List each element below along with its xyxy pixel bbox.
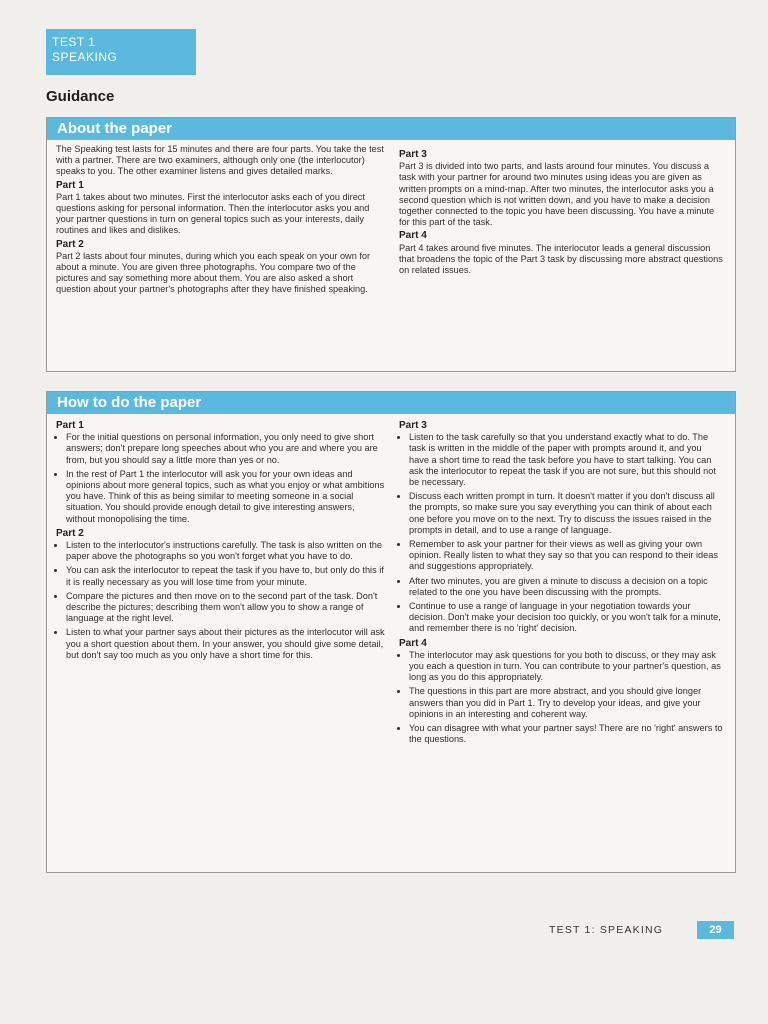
list-item: • Listen to the interlocutor's instructions carefully. The task is also written on the paper above the photographs so you won't forget what you have to do. [66,540,386,562]
about-right-column [399,144,724,278]
howto-left-column [56,418,386,664]
list-item: • For the initial questions on personal information, you only need to give short answers; don't prepare long speeches about who you are and where you are from, but you should say a little more than yes or no. [66,432,386,466]
howto-part4-heading: Part 4 [399,637,427,649]
howto-part3-heading: Part 3 [399,420,427,431]
list-item: • You can ask the interlocutor to repeat the task if you have to, but only do this if it is really necessary as you will lose time from your minute. [66,565,386,587]
howto-part1-heading: Part 1 [56,420,84,431]
howto-part1-list [56,432,386,525]
footer-label: TEST 1: SPEAKING [549,924,664,936]
about-part2-text: Part 2 lasts about four minutes, during which you each speak on your own for about a minute. You are given three photographs. You compare two of the pictures and say something more about them. You are also asked a short question about your partner's photographs after they have finished speaking. [56,250,371,295]
list-item: • Remember to ask your partner for their views as well as giving your own opinion. Really listen to what they say so that you can respond to their ideas and suggestions appropriately. [409,539,724,573]
list-item: • You can disagree with what your partner says! There are no 'right' answers to the questions. [409,723,724,745]
section-tag-line1: TEST 1 [52,35,96,49]
about-intro: The Speaking test lasts for 15 minutes and there are four parts. You take the test with a partner. There are two examiners, although only one (the interlocutor) speaks to you. The other examiner listens and gives detailed marks. [56,144,384,177]
section-tag [46,29,196,75]
list-item: • Compare the pictures and then move on to the second part of the task. Don't describe the pictures; describing them won't allow you to show a range of language at the right level. [66,591,386,625]
about-part2-heading: Part 2 [56,238,84,250]
how-to-title: How to do the paper [47,392,735,414]
list-item: • Continue to use a range of language in your negotiation towards your decision. Don't make your decision too quickly, or you won't talk for a minute, and remember there is no 'right' decision. [409,601,724,635]
list-item: • The questions in this part are more abstract, and you should give longer answers than you did in Part 1. Try to develop your ideas, and give your opinions in an interesting and coherent way. [409,686,724,720]
howto-part4-list [399,650,724,746]
about-part4-heading: Part 4 [399,230,427,242]
page-number: 29 [697,921,734,939]
about-paper-box [46,117,736,372]
list-item: • In the rest of Part 1 the interlocutor will ask you for your own ideas and opinions about more general topics, such as what you enjoy or what ambitions you have. Think of this as being similar to meeting someone in a social situation. You should provide enough detail to give interesting answers, without monopolising the time. [66,469,386,525]
section-tag-line2: SPEAKING [52,50,118,64]
about-part1-text: Part 1 takes about two minutes. First the interlocutor asks each of you direct questions asking for personal information. Then the interlocutor asks you and your partner questions in turn on general topics such as your interests, daily routines and likes and dislikes. [56,191,370,236]
howto-right-column [399,418,724,748]
about-part1-heading: Part 1 [56,179,84,191]
about-part3-heading: Part 3 [399,149,427,160]
about-part4-text: Part 4 takes around five minutes. The interlocutor leads a general discussion that broadens the topic of the Part 3 task by discussing more abstract questions on related issues. [399,242,723,276]
about-part3-text: Part 3 is divided into two parts, and lasts around four minutes. You discuss a task with your partner for around two minutes using ideas you are given as written prompts on a mind-map. After two minutes, the interlocutor asks you a second question which is not written down, and you have to make a decision together connected to the topic you have been discussing. You have a minute for this part of the task. [399,161,715,228]
guidance-heading: Guidance [46,88,115,105]
list-item: • Discuss each written prompt in turn. It doesn't matter if you don't discuss all the prompts, so make sure you say everything you can think of about each one before you move on to the next. Try to discuss the issues raised in the prompts in detail, and to use a range of language. [409,491,724,536]
list-item: • The interlocutor may ask questions for you both to discuss, or they may ask you each a question in turn. You can contribute to your partner's question, as long as you do this appropriately. [409,650,724,684]
howto-part2-heading: Part 2 [56,527,84,539]
about-paper-title: About the paper [47,118,735,140]
about-left-column [56,144,386,298]
howto-part2-list [56,540,386,661]
how-to-box [46,391,736,873]
list-item: • Listen to what your partner says about their pictures as the interlocutor will ask you a short question about them. In your answer, you should give some detail, but don't say too much as you only have a short time for this. [66,627,386,661]
list-item: • Listen to the task carefully so that you understand exactly what to do. The task is written in the middle of the paper with prompts around it, and you have a short time to read the task before you have to start talking. You can ask the interlocutor to repeat the task if you are not sure, but this should not be necessary. [409,432,724,488]
list-item: • After two minutes, you are given a minute to discuss a decision on a topic related to the one you have been discussing with the prompts. [409,576,724,598]
howto-part3-list [399,432,724,634]
